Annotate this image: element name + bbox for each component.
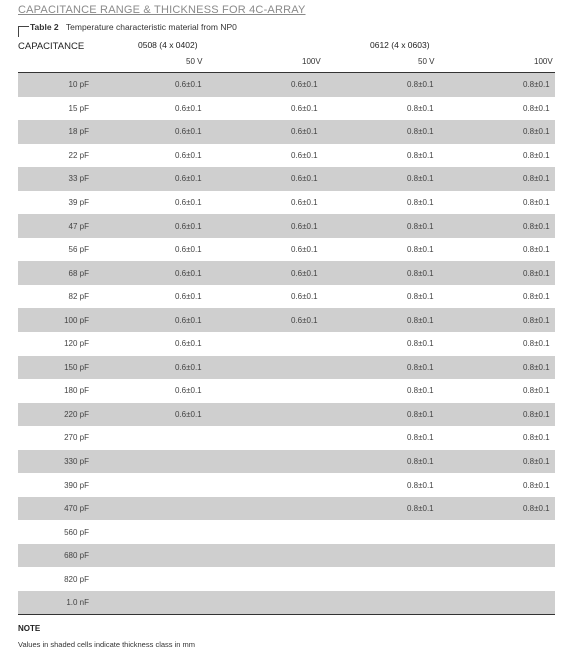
thickness-cell: 0.6±0.1	[291, 150, 318, 160]
table-row	[18, 97, 555, 121]
thickness-cell: 0.8±0.1	[523, 174, 550, 184]
thickness-cell: 0.8±0.1	[523, 245, 550, 255]
table-row	[18, 591, 555, 615]
table-row	[18, 144, 555, 168]
capacitance-cell: 150 pF	[64, 362, 89, 372]
thickness-cell: 0.6±0.1	[175, 80, 202, 90]
thickness-cell: 0.6±0.1	[291, 245, 318, 255]
thickness-cell: 0.8±0.1	[523, 292, 550, 302]
thickness-cell: 0.6±0.1	[175, 174, 202, 184]
thickness-cell: 0.8±0.1	[407, 150, 434, 160]
capacitance-cell: 1.0 nF	[66, 598, 89, 608]
thickness-cell: 0.8±0.1	[523, 127, 550, 137]
thickness-cell: 0.8±0.1	[407, 315, 434, 325]
voltage-header-2: 100V	[302, 57, 321, 66]
capacitance-cell: 56 pF	[68, 245, 89, 255]
thickness-cell: 0.8±0.1	[407, 409, 434, 419]
table-row	[18, 473, 555, 497]
table-row	[18, 497, 555, 521]
table-row	[18, 356, 555, 380]
capacitance-cell: 220 pF	[64, 409, 89, 419]
group-header-0508: 0508 (4 x 0402)	[138, 40, 198, 50]
thickness-cell: 0.6±0.1	[175, 150, 202, 160]
capacitance-cell: 680 pF	[64, 551, 89, 561]
table-row	[18, 285, 555, 309]
thickness-cell: 0.8±0.1	[523, 315, 550, 325]
thickness-cell: 0.8±0.1	[523, 457, 550, 467]
thickness-cell: 0.8±0.1	[523, 80, 550, 90]
thickness-table	[18, 73, 555, 615]
thickness-cell: 0.6±0.1	[175, 315, 202, 325]
thickness-cell: 0.6±0.1	[175, 362, 202, 372]
thickness-cell: 0.8±0.1	[523, 362, 550, 372]
voltage-header-1: 50 V	[186, 57, 203, 66]
table-row	[18, 426, 555, 450]
capacitance-cell: 22 pF	[68, 150, 89, 160]
note-text: Values in shaded cells indicate thickness class in mm	[18, 640, 196, 649]
capacitance-cell: 82 pF	[68, 292, 89, 302]
table-row	[18, 308, 555, 332]
caption-bracket	[18, 26, 29, 37]
thickness-cell: 0.8±0.1	[523, 433, 550, 443]
thickness-cell: 0.8±0.1	[407, 386, 434, 396]
table-row	[18, 403, 555, 427]
thickness-cell: 0.6±0.1	[291, 315, 318, 325]
voltage-header-4: 100V	[534, 57, 553, 66]
thickness-cell: 0.8±0.1	[523, 504, 550, 514]
thickness-cell: 0.8±0.1	[407, 339, 434, 349]
thickness-cell: 0.6±0.1	[291, 80, 318, 90]
capacitance-cell: 18 pF	[68, 127, 89, 137]
thickness-cell: 0.8±0.1	[407, 292, 434, 302]
thickness-cell: 0.8±0.1	[523, 339, 550, 349]
capacitance-cell: 100 pF	[64, 315, 89, 325]
table-row	[18, 450, 555, 474]
table-row	[18, 238, 555, 262]
note-heading: NOTE	[18, 624, 41, 633]
thickness-cell: 0.8±0.1	[407, 103, 434, 113]
table-row	[18, 214, 555, 238]
thickness-cell: 0.8±0.1	[523, 150, 550, 160]
capacitance-cell: 120 pF	[64, 339, 89, 349]
table-row	[18, 73, 555, 97]
table-row	[18, 544, 555, 568]
thickness-cell: 0.8±0.1	[407, 80, 434, 90]
capacitance-cell: 15 pF	[68, 103, 89, 113]
capacitance-cell: 330 pF	[64, 457, 89, 467]
thickness-cell: 0.6±0.1	[291, 127, 318, 137]
thickness-cell: 0.8±0.1	[407, 504, 434, 514]
thickness-cell: 0.8±0.1	[407, 268, 434, 278]
table-row	[18, 120, 555, 144]
thickness-cell: 0.8±0.1	[523, 103, 550, 113]
thickness-cell: 0.8±0.1	[407, 221, 434, 231]
group-header-0612: 0612 (4 x 0603)	[370, 40, 430, 50]
thickness-cell: 0.6±0.1	[291, 292, 318, 302]
capacitance-cell: 180 pF	[64, 386, 89, 396]
thickness-cell: 0.8±0.1	[407, 245, 434, 255]
thickness-cell: 0.6±0.1	[175, 221, 202, 231]
thickness-cell: 0.8±0.1	[523, 221, 550, 231]
voltage-header-3: 50 V	[418, 57, 435, 66]
table-row	[18, 167, 555, 191]
thickness-cell: 0.6±0.1	[291, 268, 318, 278]
thickness-cell: 0.6±0.1	[291, 103, 318, 113]
table-row	[18, 332, 555, 356]
thickness-cell: 0.6±0.1	[175, 409, 202, 419]
page-title: CAPACITANCE RANGE & THICKNESS FOR 4C-ARRAY	[18, 4, 306, 16]
thickness-cell: 0.8±0.1	[523, 480, 550, 490]
capacitance-cell: 390 pF	[64, 480, 89, 490]
thickness-cell: 0.6±0.1	[291, 198, 318, 207]
thickness-cell: 0.6±0.1	[291, 221, 318, 231]
capacitance-cell: 270 pF	[64, 433, 89, 443]
thickness-cell: 0.8±0.1	[523, 409, 550, 419]
thickness-cell: 0.8±0.1	[407, 198, 434, 207]
caption-text: Temperature characteristic material from NP0	[65, 22, 237, 32]
capacitance-cell: 47 pF	[68, 221, 89, 231]
thickness-cell: 0.6±0.1	[175, 339, 202, 349]
thickness-cell: 0.8±0.1	[407, 174, 434, 184]
table-bottom-rule	[18, 614, 555, 615]
thickness-cell: 0.6±0.1	[175, 127, 202, 137]
table-row	[18, 567, 555, 591]
capacitance-cell: 68 pF	[68, 268, 89, 278]
thickness-cell: 0.8±0.1	[407, 433, 434, 443]
thickness-cell: 0.6±0.1	[175, 268, 202, 278]
thickness-cell: 0.8±0.1	[523, 268, 550, 278]
table-row	[18, 261, 555, 285]
thickness-cell: 0.8±0.1	[523, 198, 550, 207]
table-row	[18, 191, 555, 215]
table-row	[18, 379, 555, 403]
table-caption	[18, 22, 237, 32]
capacitance-cell: 560 pF	[64, 527, 89, 537]
capacitance-cell: 33 pF	[68, 174, 89, 184]
thickness-cell: 0.6±0.1	[175, 245, 202, 255]
capacitance-cell: 10 pF	[68, 80, 89, 90]
capacitance-cell: 39 pF	[68, 198, 89, 207]
thickness-cell: 0.8±0.1	[407, 127, 434, 137]
capacitance-cell: 820 pF	[64, 574, 89, 584]
capacitance-cell: 470 pF	[64, 504, 89, 514]
thickness-cell: 0.6±0.1	[175, 103, 202, 113]
thickness-cell: 0.6±0.1	[175, 292, 202, 302]
thickness-cell: 0.8±0.1	[407, 457, 434, 467]
thickness-cell: 0.8±0.1	[407, 362, 434, 372]
capacitance-header: CAPACITANCE	[18, 41, 85, 52]
table-row	[18, 520, 555, 544]
thickness-cell: 0.6±0.1	[175, 198, 202, 207]
thickness-cell: 0.6±0.1	[291, 174, 318, 184]
thickness-cell: 0.8±0.1	[523, 386, 550, 396]
thickness-cell: 0.6±0.1	[175, 386, 202, 396]
thickness-cell: 0.8±0.1	[407, 480, 434, 490]
caption-label: Table 2	[30, 22, 59, 32]
